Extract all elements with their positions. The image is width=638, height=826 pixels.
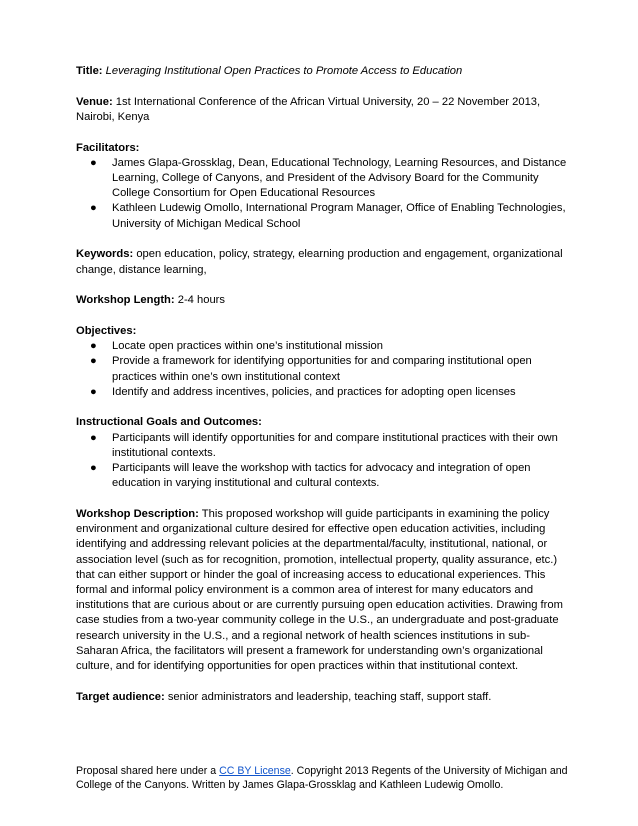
keywords-text: open education, policy, strategy, elearning production and engagement, organizational change, distance learning, [76, 248, 563, 276]
objective-text: Locate open practices within one’s institutional mission [112, 340, 383, 353]
list-item [76, 201, 568, 231]
objectives-section [76, 324, 568, 400]
goals-list [76, 431, 568, 492]
goals-label: Instructional Goals and Outcomes: [76, 416, 262, 429]
list-item [76, 339, 568, 354]
venue-text: 1st International Conference of the African Virtual University, 20 – 22 November 2013, Nairobi, Kenya [76, 95, 541, 123]
title-label: Title: [76, 65, 103, 77]
objectives-label: Objectives: [76, 324, 137, 337]
description-text: This proposed workshop will guide participants in examining the policy environment and organizational culture desired for effective open education activities, including identifying and addressing relevant policies at the departmental/faculty, institutional, national, or association level (such as for recognition, promotion, intellectual property, quality assurance, etc.) that can either support or hinder the goal of increasing access to educational experiences. This formal and informal policy environment is a common area of interest for many educators and institutions that are curious about or are currently pursuing open education activities. Drawing from case studies from a two-year community college in the U.S., an undergraduate and post-graduate research university in the U.S., and a regional network of health sciences institutions in sub-Saharan Africa, the facilitators will present a framework for understanding own’s organizational culture, and for identifying opportunities for open practices within that institutional context. [76, 507, 563, 672]
facilitator-text: Kathleen Ludewig Omollo, International Program Manager, Office of Enabling Technologies, University of Michigan Medical School [112, 202, 566, 230]
title-text: Leveraging Institutional Open Practices to Promote Access to Education [105, 65, 463, 77]
description-section [76, 507, 568, 674]
list-item [76, 461, 568, 491]
objective-text: Provide a framework for identifying opportunities for and comparing institutional open practices within one’s own institutional context [112, 355, 532, 383]
bullet-icon: ● [90, 340, 97, 353]
workshop-length-label: Workshop Length: [76, 294, 175, 307]
facilitator-text: James Glapa-Grossklag, Dean, Educational Technology, Learning Resources, and Distance Learning, College of Canyons, and President of the Advisory Board for the Community College Consortium for Open Educational Resources [112, 156, 567, 200]
target-audience-text: senior administrators and leadership, teaching staff, support staff. [167, 690, 492, 703]
list-item [76, 431, 568, 461]
list-item [76, 354, 568, 384]
license-footer [76, 764, 568, 792]
keywords-label: Keywords: [76, 248, 134, 261]
target-audience-section [76, 690, 568, 705]
cc-by-license-link[interactable]: CC BY License [219, 765, 291, 777]
list-item [76, 156, 568, 202]
workshop-length-text: 2-4 hours [177, 294, 225, 307]
footer-prefix: Proposal shared here under a [76, 765, 217, 777]
venue-section [76, 95, 568, 125]
description-label: Workshop Description: [76, 507, 199, 520]
footer-suffix: . Copyright 2013 Regents of the University of Michigan and College of the Canyons. Written by James Glapa-Grossklag and Kathleen Ludewig Omollo. [76, 765, 568, 792]
facilitators-label: Facilitators: [76, 141, 140, 154]
goal-text: Participants will leave the workshop with tactics for advocacy and integration of open education in varying institutional and cultural contexts. [112, 462, 531, 490]
keywords-section [76, 247, 568, 277]
bullet-icon: ● [90, 385, 97, 398]
bullet-icon: ● [90, 355, 97, 368]
title-section [76, 64, 568, 79]
objectives-list [76, 339, 568, 400]
objective-text: Identify and address incentives, policies, and practices for adopting open licenses [112, 385, 516, 398]
workshop-length-section [76, 293, 568, 308]
bullet-icon: ● [90, 156, 97, 169]
facilitators-section [76, 141, 568, 232]
bullet-icon: ● [90, 431, 97, 444]
facilitators-list [76, 156, 568, 232]
list-item [76, 385, 568, 400]
venue-label: Venue: [76, 95, 113, 108]
bullet-icon: ● [90, 202, 97, 215]
document-body [76, 64, 568, 720]
bullet-icon: ● [90, 462, 97, 475]
target-audience-label: Target audience: [76, 690, 165, 703]
goals-section [76, 415, 568, 491]
goal-text: Participants will identify opportunities for and compare institutional practices with their own institutional contexts. [112, 431, 558, 459]
